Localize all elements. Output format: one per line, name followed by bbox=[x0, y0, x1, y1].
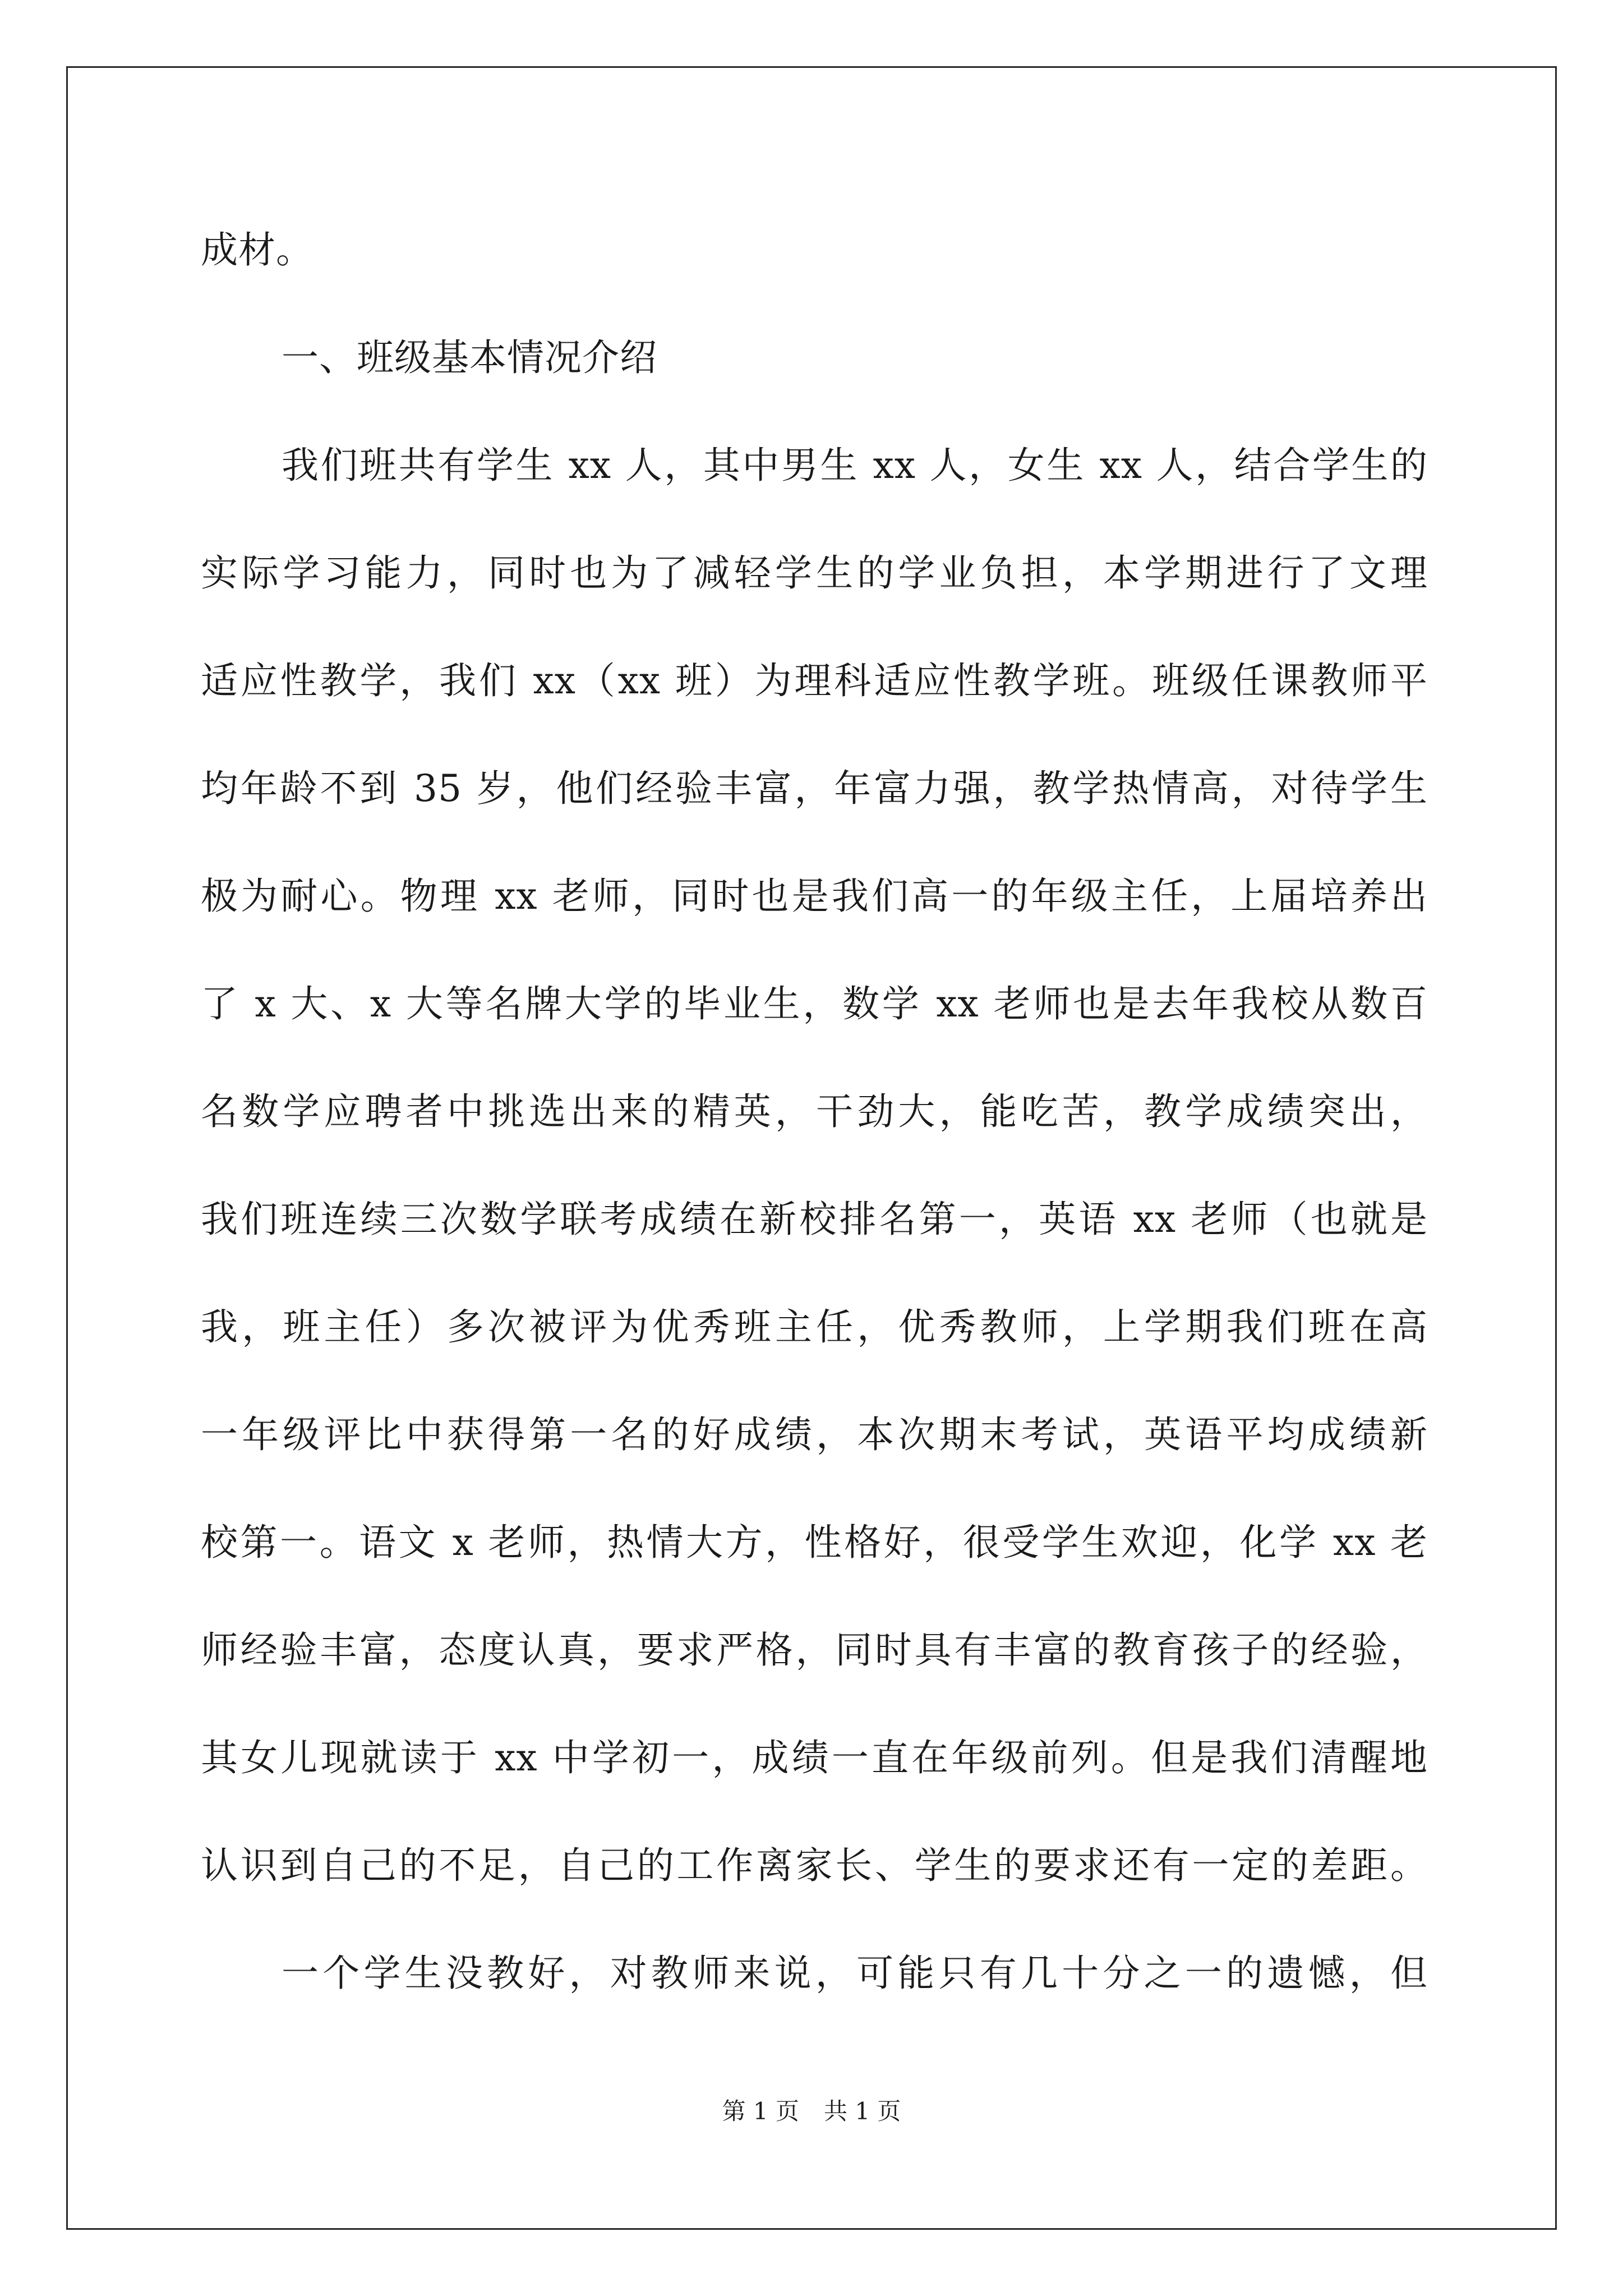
text-line: 极为耐心。物理 xx 老师，同时也是我们高一的年级主任，上届培养出 bbox=[201, 875, 1428, 918]
text-line: 我，班主任）多次被评为优秀班主任，优秀教师，上学期我们班在高 bbox=[201, 1305, 1428, 1349]
text-line: 我们班连续三次数学联考成绩在新校排名第一，英语 xx 老师（也就是 bbox=[201, 1198, 1428, 1241]
text-line: 其女儿现就读于 xx 中学初一，成绩一直在年级前列。但是我们清醒地 bbox=[201, 1736, 1428, 1779]
text-line: 名数学应聘者中挑选出来的精英，干劲大，能吃苦，教学成绩突出， bbox=[201, 1090, 1428, 1133]
text-line: 一年级评比中获得第一名的好成绩，本次期末考试，英语平均成绩新 bbox=[201, 1413, 1428, 1456]
text-line: 成材。 bbox=[201, 228, 313, 272]
page-footer bbox=[0, 2095, 1623, 2128]
text-line: 了 x 大、x 大等名牌大学的毕业生，数学 xx 老师也是去年我校从数百 bbox=[201, 982, 1428, 1025]
text-line: 一、班级基本情况介绍 bbox=[282, 336, 657, 379]
text-line: 校第一。语文 x 老师，热情大方，性格好，很受学生欢迎，化学 xx 老 bbox=[201, 1521, 1428, 1564]
text-line: 实际学习能力，同时也为了减轻学生的学业负担，本学期进行了文理 bbox=[201, 551, 1428, 595]
text-line: 适应性教学，我们 xx（xx 班）为理科适应性教学班。班级任课教师平 bbox=[201, 659, 1428, 702]
text-line: 认识到自己的不足，自己的工作离家长、学生的要求还有一定的差距。 bbox=[201, 1844, 1428, 1887]
text-line: 均年龄不到 35 岁，他们经验丰富，年富力强，教学热情高，对待学生 bbox=[201, 767, 1428, 810]
text-line: 我们班共有学生 xx 人，其中男生 xx 人，女生 xx 人，结合学生的 bbox=[282, 444, 1428, 487]
page-total: 共 1 页 bbox=[824, 2097, 901, 2125]
document-body bbox=[201, 196, 1428, 2027]
text-line: 师经验丰富，态度认真，要求严格，同时具有丰富的教育孩子的经验， bbox=[201, 1628, 1428, 1672]
text-line: 一个学生没教好，对教师来说，可能只有几十分之一的遗憾，但 bbox=[282, 1952, 1428, 1995]
page-number: 第 1 页 bbox=[722, 2097, 799, 2125]
